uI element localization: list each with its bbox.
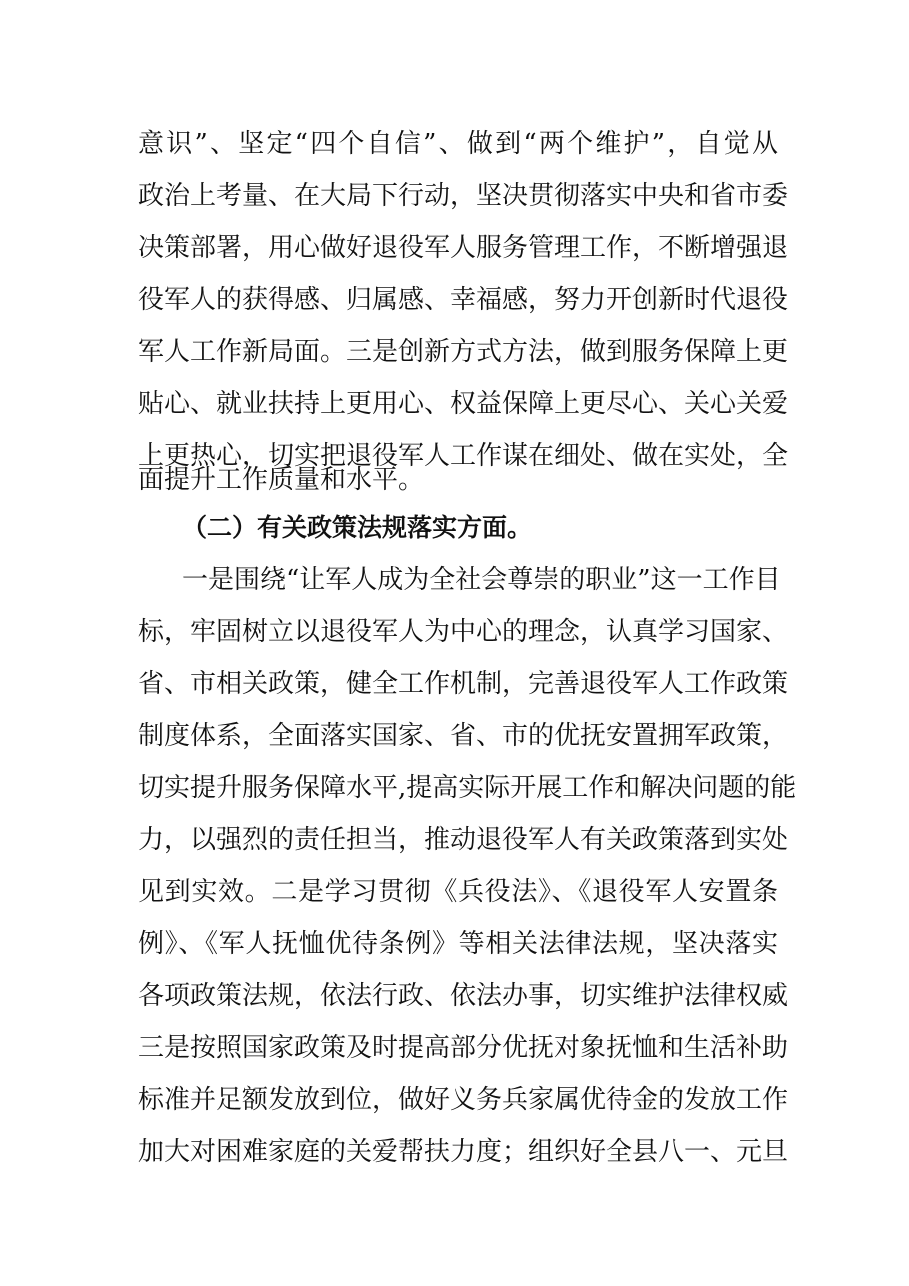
text-line: 军人工作新局面。三是创新方式方法，做到服务保障上更 [138, 337, 789, 367]
text-line: 见到实效。二是学习贯彻《兵役法》、《退役军人安置条 [138, 877, 778, 907]
text-line: 省、市相关政策，健全工作机制，完善退役军人工作政策 [138, 669, 789, 699]
text-line: 役军人的获得感、归属感、幸福感，努力开创新时代退役 [138, 285, 789, 315]
section-heading: （二）有关政策法规落实方面。 [182, 513, 533, 542]
text-line: 面提升工作质量和水平。 [138, 465, 425, 495]
text-line: 政治上考量、在大局下行动，坚决贯彻落实中央和省市委 [138, 181, 789, 211]
text-line: 制度体系，全面落实国家、省、市的优抚安置拥军政策， [138, 721, 789, 751]
text-line: 上更热心，切实把退役军人工作谋在细处、做在实处，全 [138, 441, 789, 471]
text-line: 切实提升服务保障水平,提高实际开展工作和解决问题的能 [138, 773, 797, 803]
text-line: 标，牢固树立以退役军人为中心的理念，认真学习国家、 [138, 617, 789, 647]
text-line: 例》、《军人抚恤优待条例》等相关法律法规，坚决落实 [138, 929, 778, 959]
text-line: 力，以强烈的责任担当，推动退役军人有关政策落到实处 [138, 825, 789, 855]
text-line: 决策部署，用心做好退役军人服务管理工作，不断增强退 [138, 233, 789, 263]
text-line: 一是围绕“让军人成为全社会尊崇的职业”这一工作目 [182, 565, 781, 595]
text-line: 意识”、坚定“四个自信”、做到“两个维护”，自觉从 [138, 129, 778, 159]
text-line: 三是按照国家政策及时提高部分优抚对象抚恤和生活补助 [138, 1033, 789, 1063]
text-line: 各项政策法规，依法行政、依法办事，切实维护法律权威 [138, 981, 789, 1011]
text-line: 标准并足额发放到位，做好义务兵家属优待金的发放工作 [138, 1085, 789, 1115]
text-line: 加大对困难家庭的关爱帮扶力度；组织好全县八一、元旦 [138, 1137, 789, 1167]
text-line: 贴心、就业扶持上更用心、权益保障上更尽心、关心关爱 [138, 389, 789, 419]
